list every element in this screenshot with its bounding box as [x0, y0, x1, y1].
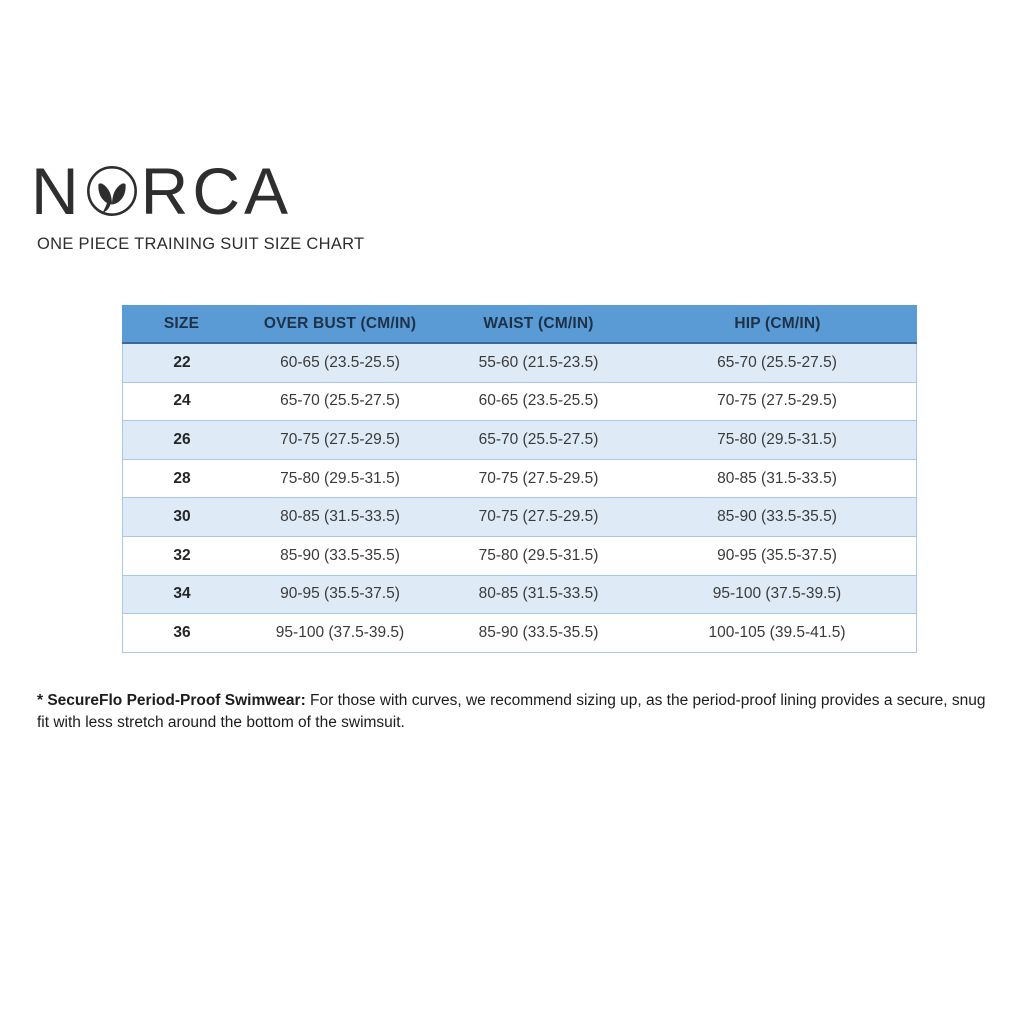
measurement-cell: 75-80 (29.5-31.5) — [478, 546, 599, 564]
size-cell: 32 — [173, 546, 191, 564]
table-row — [122, 576, 917, 615]
column-header: SIZE — [163, 314, 200, 332]
measurement-cell: 80-85 (31.5-33.5) — [478, 585, 599, 603]
measurement-cell: 70-75 (27.5-29.5) — [478, 469, 599, 487]
size-table — [122, 305, 917, 653]
size-cell: 22 — [173, 353, 191, 371]
measurement-cell: 80-85 (31.5-33.5) — [280, 508, 400, 526]
measurement-cell: 75-80 (29.5-31.5) — [280, 469, 400, 487]
measurement-cell: 65-70 (25.5-27.5) — [717, 353, 837, 371]
measurement-cell: 90-95 (35.5-37.5) — [280, 585, 400, 603]
brand-logo — [31, 154, 293, 228]
size-table-header-row — [122, 305, 917, 344]
measurement-cell: 55-60 (21.5-23.5) — [478, 353, 599, 371]
measurement-cell: 85-90 (33.5-35.5) — [717, 508, 837, 526]
measurement-cell: 85-90 (33.5-35.5) — [478, 623, 599, 641]
measurement-cell: 100-105 (39.5-41.5) — [708, 623, 846, 641]
table-row — [122, 383, 917, 422]
size-table-body — [122, 344, 917, 653]
table-row — [122, 421, 917, 460]
table-row — [122, 614, 917, 653]
column-header: WAIST (CM/IN) — [483, 314, 594, 332]
page-title: ONE PIECE TRAINING SUIT SIZE CHART — [37, 235, 365, 253]
logo-text-n: N — [31, 154, 83, 228]
measurement-cell: 85-90 (33.5-35.5) — [280, 546, 400, 564]
measurement-cell: 95-100 (37.5-39.5) — [275, 623, 405, 641]
size-cell: 30 — [173, 508, 191, 526]
size-cell: 36 — [173, 623, 191, 641]
footnote-bold: * SecureFlo Period-Proof Swimwear: — [37, 692, 306, 709]
size-cell: 28 — [173, 469, 191, 487]
table-row — [122, 537, 917, 576]
table-row — [122, 344, 917, 383]
orca-tail-icon — [86, 165, 138, 217]
footnote-text: For those with curves, we recommend sizing up, as the period-proof lining provides a secure, snug fit with less stretch around the bottom of the swimsuit. — [37, 692, 986, 731]
column-header: HIP (CM/IN) — [734, 314, 821, 332]
column-header: OVER BUST (CM/IN) — [263, 314, 417, 332]
size-cell: 24 — [173, 392, 191, 410]
measurement-cell: 70-75 (27.5-29.5) — [717, 392, 837, 410]
measurement-cell: 60-65 (23.5-25.5) — [280, 353, 400, 371]
measurement-cell: 60-65 (23.5-25.5) — [478, 392, 599, 410]
size-cell: 34 — [173, 585, 191, 603]
measurement-cell: 65-70 (25.5-27.5) — [478, 430, 599, 448]
measurement-cell: 75-80 (29.5-31.5) — [717, 430, 837, 448]
footnote — [37, 690, 989, 734]
measurement-cell: 95-100 (37.5-39.5) — [712, 585, 842, 603]
measurement-cell: 70-75 (27.5-29.5) — [478, 508, 599, 526]
measurement-cell: 70-75 (27.5-29.5) — [280, 430, 400, 448]
size-cell: 26 — [173, 430, 191, 448]
measurement-cell: 65-70 (25.5-27.5) — [280, 392, 400, 410]
table-row — [122, 498, 917, 537]
measurement-cell: 80-85 (31.5-33.5) — [717, 469, 837, 487]
measurement-cell: 90-95 (35.5-37.5) — [717, 546, 837, 564]
logo-text-rca: RCA — [140, 154, 293, 228]
table-row — [122, 460, 917, 499]
